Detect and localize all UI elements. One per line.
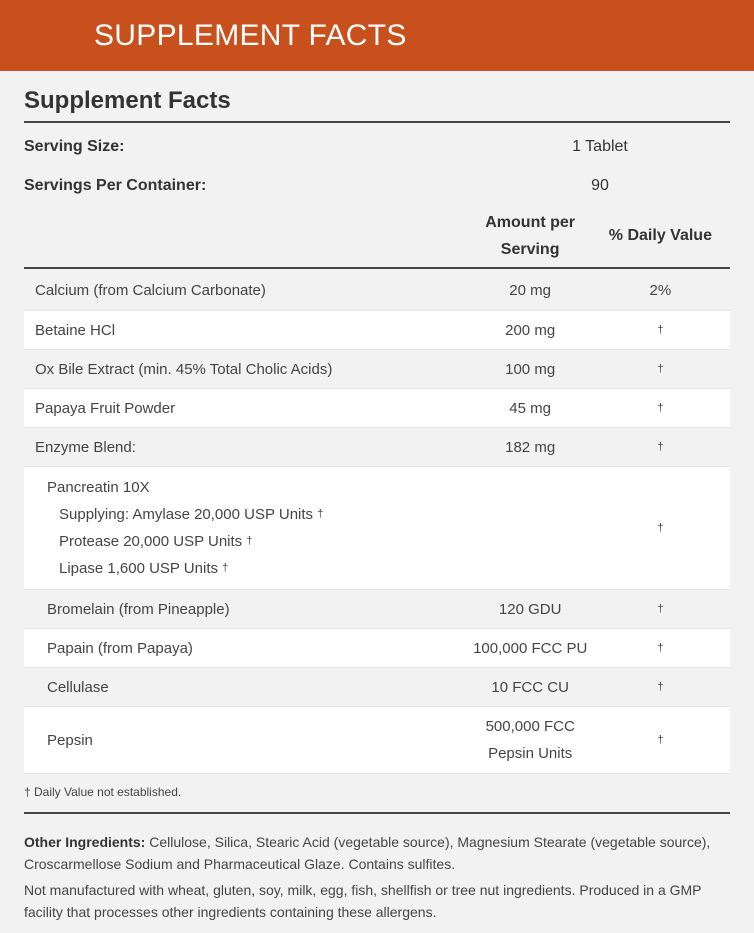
nutrient-daily-value: † (657, 681, 664, 693)
servings-per-container-value: 90 (591, 176, 609, 194)
nutrient-amount: 200 mg (505, 321, 556, 339)
pancreatin-line (47, 501, 470, 528)
nutrient-amount: 45 mg (509, 399, 551, 417)
nutrient-amount: 10 FCC CU (491, 678, 569, 696)
allergen-note: Not manufactured with wheat, gluten, soy, milk, egg, fish, shellfish or tree nut ingredients. Produced in a GMP facility that processes other ingredients containing these allergens. (24, 882, 702, 920)
table-row (24, 350, 730, 389)
nutrient-name: Papaya Fruit Powder (35, 399, 176, 417)
other-ingredients-text: Cellulose, Silica, Stearic Acid (vegetable source), Magnesium Stearate (vegetable source), Croscarmellose Sodium and Pharmaceutical Glaze. Contains sulfites. (24, 834, 711, 872)
pancreatin-details (24, 474, 470, 582)
servings-per-container-label: Servings Per Container: (24, 176, 207, 194)
nutrient-daily-value: † (657, 402, 664, 414)
pepsin-amount-line2: Pepsin Units (488, 745, 573, 762)
nutrient-daily-value: † (657, 363, 664, 375)
amount-per-serving-header (469, 209, 590, 263)
column-header-row (24, 205, 730, 269)
pancreatin-line (47, 528, 470, 555)
nutrient-amount: 182 mg (505, 438, 556, 456)
table-row (24, 590, 730, 629)
pancreatin-protease: Protease 20,000 USP Units (59, 533, 243, 550)
nutrient-amount (470, 713, 591, 767)
supplement-facts-panel (24, 71, 730, 923)
nutrient-table (24, 271, 730, 774)
table-row (24, 311, 730, 350)
nutrient-name: Pepsin (47, 731, 93, 749)
servings-per-container-row (24, 166, 730, 205)
other-ingredients-label: Other Ingredients: (24, 834, 146, 850)
table-row (24, 389, 730, 428)
nutrient-name: Calcium (from Calcium Carbonate) (35, 282, 266, 299)
amount-header-line1: Amount per (485, 214, 576, 231)
serving-size-label: Serving Size: (24, 137, 125, 155)
nutrient-name: Enzyme Blend: (35, 438, 136, 456)
nutrient-name: Bromelain (from Pineapple) (47, 600, 230, 618)
dagger-mark: † (317, 508, 324, 520)
pancreatin-amylase: Supplying: Amylase 20,000 USP Units (59, 506, 314, 523)
nutrient-daily-value: † (657, 441, 664, 453)
nutrient-daily-value: 2% (649, 282, 672, 299)
nutrient-amount: 20 mg (509, 282, 551, 299)
table-row (24, 629, 730, 668)
dagger-mark: † (246, 535, 253, 547)
nutrient-amount: 100,000 FCC PU (473, 639, 588, 657)
panel-title: Supplement Facts (24, 71, 730, 123)
nutrient-daily-value: † (657, 642, 664, 654)
nutrient-amount: 120 GDU (498, 600, 562, 618)
banner (0, 0, 754, 71)
other-ingredients-paragraph (24, 831, 730, 875)
daily-value-header: % Daily Value (608, 227, 712, 244)
nutrient-name: Cellulase (47, 678, 109, 696)
amount-header-line2: Serving (500, 241, 560, 258)
other-ingredients (24, 814, 730, 923)
nutrient-daily-value: † (657, 603, 664, 615)
nutrient-daily-value: † (657, 324, 664, 336)
pancreatin-lipase: Lipase 1,600 USP Units (59, 560, 218, 577)
nutrient-daily-value: † (657, 734, 664, 746)
table-row (24, 428, 730, 467)
nutrient-daily-value: † (657, 522, 664, 534)
serving-size-value: 1 Tablet (572, 137, 628, 155)
table-row-pancreatin (24, 467, 730, 590)
serving-size-row (24, 127, 730, 166)
table-row-pepsin (24, 707, 730, 774)
dagger-mark: † (222, 562, 229, 574)
nutrient-name: Ox Bile Extract (min. 45% Total Cholic Acids) (35, 360, 333, 378)
daily-value-footnote: † Daily Value not established. (24, 774, 730, 814)
pancreatin-line (47, 555, 470, 582)
pancreatin-name: Pancreatin 10X (47, 479, 150, 496)
nutrient-name: Papain (from Papaya) (47, 639, 193, 657)
table-row (24, 668, 730, 707)
nutrient-name: Betaine HCl (35, 321, 116, 339)
nutrient-amount: 100 mg (505, 360, 556, 378)
table-row (24, 271, 730, 311)
pepsin-amount-line1: 500,000 FCC (485, 718, 575, 735)
banner-title: SUPPLEMENT FACTS (94, 18, 407, 52)
